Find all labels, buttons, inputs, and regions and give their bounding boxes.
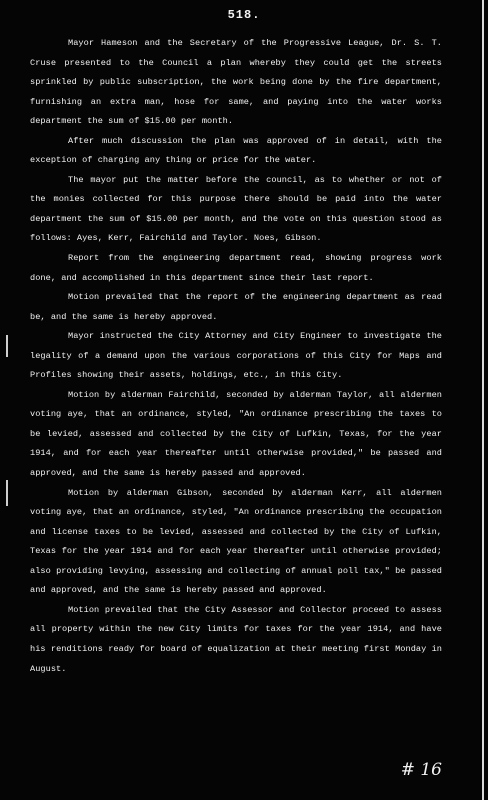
paragraph: Motion prevailed that the City Assessor and Collector proceed to assess all property within the new City limits for taxes for the year 1914, and have his renditions ready for board of equalization at their meeting first Monday in August. bbox=[30, 604, 442, 674]
page-number: 518. bbox=[227, 8, 261, 22]
minutes-body bbox=[30, 34, 442, 679]
paragraph: After much discussion the plan was approved of in detail, with the exception of charging any thing or price for the water. bbox=[30, 135, 442, 166]
page-edge-line bbox=[482, 0, 484, 800]
paragraph: Motion prevailed that the report of the engineering department as read be, and the same is hereby approved. bbox=[30, 292, 442, 322]
paragraph: Motion by alderman Gibson, seconded by alderman Kerr, all aldermen voting aye, that an ordinance, styled, "An ordinance prescribing the occupation and license taxes to be levied, assessed and collected by the City of Lufkin, Texas for the year 1914 and for each year thereafter until otherwise provided; also providing levying, assessing and collecting of annual poll tax," be passed and approved, and the same is hereby passed and approved. bbox=[30, 487, 442, 596]
paragraph: Mayor instructed the City Attorney and City Engineer to investigate the legality of a demand upon the various corporations of this City for Maps and Profiles showing their assets, holdings, etc., in this City. bbox=[30, 331, 442, 381]
margin-mark bbox=[6, 335, 8, 357]
margin-mark bbox=[6, 480, 8, 506]
handwritten-tag: # 16 bbox=[400, 760, 442, 780]
paragraph: Mayor Hameson and the Secretary of the Progressive League, Dr. S. T. Cruse presented to the Council a plan whereby they could get the streets sprinkled by public subscription, the work being done by the fire department, furnishing an extra man, hose for same, and paying into the water works department the sum of $15.00 per month. bbox=[30, 38, 442, 127]
paragraph: Report from the engineering department read, showing progress work done, and accomplished in this department since their last report. bbox=[30, 253, 442, 283]
paragraph: The mayor put the matter before the council, as to whether or not of the monies collected for this purpose there should be paid into the water department the sum of $15.00 per month, and the vote on this question stood as follows: Ayes, Kerr, Fairchild and Taylor. Noes, Gibson. bbox=[30, 174, 442, 244]
paragraph: Motion by alderman Fairchild, seconded by alderman Taylor, all aldermen voting aye, that an ordinance, styled, "An ordinance prescribing the taxes to be levied, assessed and collected by the City of Lufkin, Texas, for the year 1914, and for each year thereafter until otherwise provided," be passed and approved, and the same is hereby passed and approved. bbox=[30, 389, 442, 479]
